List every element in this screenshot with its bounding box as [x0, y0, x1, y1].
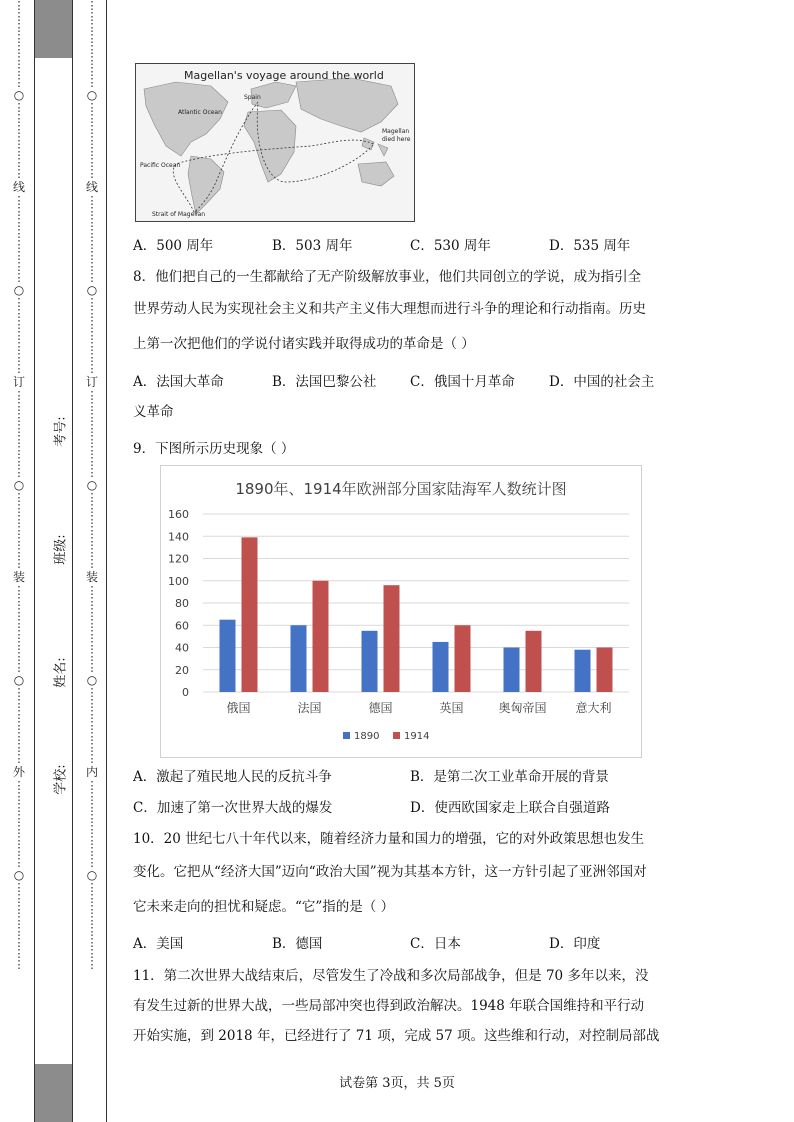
outer-binding-dots: ⋮ — [13, 0, 25, 12]
map-label-died-2: died here — [382, 136, 411, 143]
q8-option-d-wrap: 义革命 — [133, 404, 174, 420]
q7-option-a[interactable]: A．500 周年 — [133, 238, 214, 254]
chart-bar-1914-1 — [313, 581, 329, 692]
chart-x-tick-label: 英国 — [439, 701, 464, 715]
outer-binding-dots: ⋮ — [13, 708, 25, 721]
inner-binding-circle: ○ — [86, 673, 98, 687]
outer-binding-dots: ⋮ — [13, 584, 25, 597]
inner-binding-circle: ○ — [86, 88, 98, 102]
chart-bar-1914-0 — [242, 537, 258, 692]
outer-binding-dots: ⋮ — [13, 779, 25, 792]
outer-binding-mark-2: 装 — [12, 570, 25, 584]
map-label-atlantic: Atlantic Ocean — [178, 109, 222, 116]
inner-binding-dots: ⋮ — [86, 708, 98, 721]
inner-binding-mark-0: 线 — [85, 180, 98, 194]
outer-binding-dots: ⋮ — [13, 238, 25, 251]
inner-binding-mark-3: 内 — [85, 765, 98, 779]
outer-binding-dots: ⋮ — [13, 790, 25, 803]
chart-bar-1890-5 — [575, 650, 591, 692]
inner-binding-dots: ⋮ — [86, 271, 98, 284]
outer-binding-dots: ⋮ — [13, 112, 25, 125]
chart-x-tick-label: 法国 — [297, 701, 322, 715]
outer-binding-dots: ⋮ — [13, 156, 25, 169]
outer-binding-dots: ⋮ — [13, 340, 25, 353]
outer-binding-dots: ⋮ — [13, 123, 25, 136]
chart-y-tick-label: 40 — [175, 641, 189, 655]
map-label-died-1: Magellan — [382, 128, 410, 135]
outer-binding-dots: ⋮ — [13, 856, 25, 869]
chart-bar-1890-1 — [291, 625, 307, 692]
outer-binding-dots: ⋮ — [13, 76, 25, 89]
inner-binding-dots — [85, 0, 99, 1122]
inner-binding-dots: ⋮ — [86, 54, 98, 67]
q11-stem-line-3: 开始实施，到 2018 年，已经进行了 71 项，完成 57 项。这些维和行动，对控制局部战 — [133, 1028, 660, 1044]
magellan-map-figure — [135, 63, 415, 222]
q7-option-c[interactable]: C．530 周年 — [410, 238, 491, 254]
outer-binding-dots: ⋮ — [13, 823, 25, 836]
outer-binding-dots: ⋮ — [13, 351, 25, 364]
outer-binding-dots: ⋮ — [13, 101, 25, 114]
q8-stem-line-3: 上第一次把他们的学说付诸实践并取得成功的革命是（ ） — [133, 336, 475, 352]
inner-binding-dots: ⋮ — [86, 903, 98, 916]
page-footer: 试卷第 3页，共 5页 — [339, 1076, 455, 1091]
outer-binding-dots: ⋮ — [13, 296, 25, 309]
inner-binding-dots: ⋮ — [86, 535, 98, 548]
outer-binding-mark-1: 订 — [12, 375, 25, 389]
inner-binding-dots: ⋮ — [86, 617, 98, 630]
inner-binding-dots: ⋮ — [86, 238, 98, 251]
inner-binding-mark-2: 装 — [85, 570, 98, 584]
chart-bar-1914-4 — [526, 631, 542, 692]
outer-binding-dots: ⋮ — [13, 958, 25, 971]
outer-binding-dots: ⋮ — [13, 557, 25, 570]
inner-binding-circle: ○ — [86, 283, 98, 297]
chart-y-tick-label: 60 — [175, 619, 189, 633]
q10-stem-line-2: 变化。它把从“经济大国”迈向“政治大国”视为其基本方针，这一方针引起了亚洲邻国对 — [133, 864, 647, 880]
inner-binding-dots: ⋮ — [86, 958, 98, 971]
chart-bar-1890-3 — [433, 642, 449, 692]
inner-binding-dots: ⋮ — [86, 123, 98, 136]
school-label: 学校: — [53, 764, 69, 795]
outer-binding-dots: ⋮ — [13, 719, 25, 732]
q9-option-b[interactable]: B．是第二次工业革命开展的背景 — [410, 769, 609, 785]
outer-binding-dots: ⋮ — [13, 606, 25, 619]
map-label-strait: Strait of Magellan — [152, 211, 206, 218]
chart-legend-label-1914: 1914 — [404, 731, 430, 742]
inner-binding-dots: ⋮ — [86, 686, 98, 699]
inner-binding-dots: ⋮ — [86, 661, 98, 674]
outer-binding-dots: ⋮ — [13, 903, 25, 916]
inner-binding-dots: ⋮ — [86, 730, 98, 743]
inner-binding-dots: ⋮ — [86, 524, 98, 537]
chart-y-tick-label: 160 — [168, 508, 189, 521]
chart-y-tick-label: 100 — [168, 574, 189, 588]
outer-binding-dots: ⋮ — [13, 650, 25, 663]
inner-binding-dots: ⋮ — [86, 455, 98, 468]
outer-binding-dots: ⋮ — [13, 925, 25, 938]
inner-binding-dots: ⋮ — [86, 584, 98, 597]
inner-binding-dots: ⋮ — [86, 296, 98, 309]
chart-legend-label-1890: 1890 — [354, 731, 380, 742]
inner-binding-dots: ⋮ — [86, 400, 98, 413]
inner-binding-dots: ⋮ — [86, 834, 98, 847]
outer-binding-dots: ⋮ — [13, 661, 25, 674]
outer-binding-dots: ⋮ — [13, 433, 25, 446]
inner-binding-dots: ⋮ — [86, 741, 98, 754]
outer-binding-dots: ⋮ — [13, 10, 25, 23]
outer-binding-dots: ⋮ — [13, 411, 25, 424]
inner-binding-dots: ⋮ — [86, 21, 98, 34]
world-map-illustration — [136, 64, 414, 221]
outer-binding-dots: ⋮ — [13, 65, 25, 78]
outer-binding-dots: ⋮ — [13, 752, 25, 765]
outer-binding-dots: ⋮ — [13, 400, 25, 413]
outer-binding-dots: ⋮ — [13, 227, 25, 240]
outer-binding-dots: ⋮ — [13, 43, 25, 56]
q9-stem: 9．下图所示历史现象（ ） — [133, 441, 295, 457]
binding-line-right — [106, 0, 107, 1122]
chart-x-tick-label: 德国 — [368, 701, 393, 715]
inner-binding-dots: ⋮ — [86, 112, 98, 125]
inner-binding-dots: ⋮ — [86, 812, 98, 825]
class-label: 班级: — [53, 534, 69, 565]
inner-binding-dots: ⋮ — [86, 790, 98, 803]
inner-binding-dots: ⋮ — [86, 260, 98, 273]
chart-x-tick-label: 俄国 — [226, 701, 251, 715]
chart-y-tick-label: 80 — [175, 597, 189, 610]
chart-bar-1890-4 — [504, 648, 520, 693]
inner-binding-dots: ⋮ — [86, 801, 98, 814]
inner-binding-dots: ⋮ — [86, 134, 98, 147]
inner-binding-dots: ⋮ — [86, 697, 98, 710]
inner-binding-dots: ⋮ — [86, 914, 98, 927]
outer-binding-mark-0: 线 — [12, 180, 25, 194]
q8-option-c[interactable]: C．俄国十月革命 — [410, 374, 515, 390]
outer-binding-dots: ⋮ — [13, 491, 25, 504]
map-label-pacific: Pacific Ocean — [140, 162, 181, 169]
inner-binding-dots: ⋮ — [86, 329, 98, 342]
outer-binding-dots: ⋮ — [13, 595, 25, 608]
q10-stem-line-1: 10．20 世纪七八十年代以来，随着经济力量和国力的增强，它的对外政策思想也发生 — [133, 831, 645, 847]
inner-binding-dots: ⋮ — [86, 0, 98, 12]
outer-binding-dots: ⋮ — [13, 32, 25, 45]
inner-binding-dots: ⋮ — [86, 362, 98, 375]
inner-binding-dots: ⋮ — [86, 340, 98, 353]
inner-binding-dots: ⋮ — [86, 650, 98, 663]
outer-binding-circle: ○ — [13, 868, 25, 882]
chart-y-tick-label: 120 — [168, 552, 189, 566]
inner-binding-dots: ⋮ — [86, 856, 98, 869]
inner-binding-dots: ⋮ — [86, 628, 98, 641]
inner-binding-dots: ⋮ — [86, 389, 98, 402]
q8-stem-line-2: 世界劳动人民为实现社会主义和共产主义伟大理想而进行斗争的理论和行动指南。历史 — [133, 301, 646, 317]
outer-binding-dots: ⋮ — [13, 524, 25, 537]
chart-bar-1914-2 — [384, 585, 400, 692]
inner-binding-dots: ⋮ — [86, 156, 98, 169]
inner-binding-dots: ⋮ — [86, 10, 98, 23]
chart-bar-1890-2 — [362, 631, 378, 692]
inner-binding-dots: ⋮ — [86, 881, 98, 894]
chart-legend-swatch-1914 — [393, 732, 400, 739]
outer-binding-dots: ⋮ — [13, 260, 25, 273]
chart-x-tick-label: 奥匈帝国 — [498, 701, 547, 715]
outer-binding-dots: ⋮ — [13, 444, 25, 457]
q8-option-d[interactable]: D．中国的社会主 — [549, 374, 655, 390]
outer-binding-dots: ⋮ — [13, 892, 25, 905]
inner-binding-dots: ⋮ — [86, 249, 98, 262]
outer-binding-dots: ⋮ — [13, 936, 25, 949]
outer-binding-dots: ⋮ — [13, 167, 25, 180]
outer-binding-dots: ⋮ — [13, 216, 25, 229]
q9-option-c[interactable]: C．加速了第一次世界大战的爆发 — [133, 800, 333, 816]
inner-binding-dots: ⋮ — [86, 845, 98, 858]
inner-binding-dots: ⋮ — [86, 216, 98, 229]
chart-y-tick-label: 140 — [168, 530, 189, 544]
outer-binding-dots: ⋮ — [13, 947, 25, 960]
outer-binding-dots: ⋮ — [13, 329, 25, 342]
outer-binding-circle: ○ — [13, 673, 25, 687]
chart-bar-1914-3 — [455, 625, 471, 692]
q10-option-b[interactable]: B．德国 — [272, 936, 323, 952]
outer-binding-dots — [12, 0, 26, 1122]
army-navy-bar-chart — [160, 465, 642, 758]
outer-binding-dots: ⋮ — [13, 697, 25, 710]
binding-top-gray-block — [34, 0, 72, 58]
chart-y-tick-label: 20 — [175, 663, 189, 677]
inner-binding-dots: ⋮ — [86, 411, 98, 424]
outer-binding-dots: ⋮ — [13, 466, 25, 479]
inner-binding-dots: ⋮ — [86, 466, 98, 479]
outer-binding-dots: ⋮ — [13, 546, 25, 559]
inner-binding-dots: ⋮ — [86, 595, 98, 608]
q8-option-b[interactable]: B．法国巴黎公社 — [272, 374, 377, 390]
inner-binding-dots: ⋮ — [86, 422, 98, 435]
outer-binding-dots: ⋮ — [13, 145, 25, 158]
outer-binding-dots: ⋮ — [13, 535, 25, 548]
outer-binding-dots: ⋮ — [13, 422, 25, 435]
outer-binding-dots: ⋮ — [13, 812, 25, 825]
q10-option-c[interactable]: C．日本 — [410, 936, 461, 952]
inner-binding-mark-1: 订 — [85, 375, 98, 389]
inner-binding-dots: ⋮ — [86, 719, 98, 732]
inner-binding-dots: ⋮ — [86, 513, 98, 526]
outer-binding-dots: ⋮ — [13, 834, 25, 847]
inner-binding-dots: ⋮ — [86, 947, 98, 960]
inner-binding-dots: ⋮ — [86, 76, 98, 89]
inner-binding-dots: ⋮ — [86, 205, 98, 218]
inner-binding-dots: ⋮ — [86, 351, 98, 364]
inner-binding-dots: ⋮ — [86, 101, 98, 114]
q8-stem-line-1: 8．他们把自己的一生都献给了无产阶级解放事业，他们共同创立的学说，成为指引全 — [133, 269, 642, 285]
inner-binding-dots: ⋮ — [86, 779, 98, 792]
inner-binding-dots: ⋮ — [86, 502, 98, 515]
inner-binding-dots: ⋮ — [86, 167, 98, 180]
outer-binding-dots: ⋮ — [13, 249, 25, 262]
inner-binding-circle: ○ — [86, 868, 98, 882]
outer-binding-dots: ⋮ — [13, 628, 25, 641]
outer-binding-dots: ⋮ — [13, 801, 25, 814]
inner-binding-dots: ⋮ — [86, 606, 98, 619]
inner-binding-dots: ⋮ — [86, 823, 98, 836]
q9-option-a[interactable]: A．激起了殖民地人民的反抗斗争 — [133, 769, 332, 785]
outer-binding-dots: ⋮ — [13, 845, 25, 858]
inner-binding-dots: ⋮ — [86, 32, 98, 45]
inner-binding-dots: ⋮ — [86, 557, 98, 570]
inner-binding-dots: ⋮ — [86, 491, 98, 504]
outer-binding-dots: ⋮ — [13, 271, 25, 284]
outer-binding-dots: ⋮ — [13, 455, 25, 468]
name-label: 姓名: — [53, 657, 69, 688]
outer-binding-dots: ⋮ — [13, 54, 25, 67]
outer-binding-dots: ⋮ — [13, 881, 25, 894]
outer-binding-dots: ⋮ — [13, 914, 25, 927]
q11-stem-line-2: 有发生过新的世界大战，一些局部冲突也得到政治解决。1948 年联合国维持和平行动 — [133, 998, 645, 1014]
map-title: Magellan's voyage around the world — [184, 69, 384, 82]
q10-option-a[interactable]: A．美国 — [133, 936, 184, 952]
inner-binding-dots: ⋮ — [86, 307, 98, 320]
inner-binding-dots: ⋮ — [86, 65, 98, 78]
inner-binding-dots: ⋮ — [86, 145, 98, 158]
q10-option-d[interactable]: D．印度 — [549, 936, 601, 952]
q10-stem-line-3: 它未来走向的担忧和疑虑。“它”指的是（ ） — [133, 899, 395, 915]
outer-binding-mark-3: 外 — [12, 765, 25, 779]
map-label-spain: Spain — [244, 94, 261, 101]
inner-binding-dots: ⋮ — [86, 318, 98, 331]
q7-option-d[interactable]: D．535 周年 — [549, 238, 631, 254]
outer-binding-dots: ⋮ — [13, 617, 25, 630]
inner-binding-dots: ⋮ — [86, 433, 98, 446]
inner-binding-dots: ⋮ — [86, 936, 98, 949]
inner-binding-dots: ⋮ — [86, 227, 98, 240]
binding-line-left — [34, 0, 35, 1122]
inner-binding-dots: ⋮ — [86, 444, 98, 457]
outer-binding-dots: ⋮ — [13, 513, 25, 526]
outer-binding-dots: ⋮ — [13, 134, 25, 147]
outer-binding-dots: ⋮ — [13, 21, 25, 34]
binding-line-mid — [72, 0, 73, 1122]
outer-binding-dots: ⋮ — [13, 307, 25, 320]
chart-y-tick-label: 0 — [182, 686, 189, 699]
outer-binding-dots: ⋮ — [13, 389, 25, 402]
chart-legend-swatch-1890 — [343, 732, 350, 739]
inner-binding-dots: ⋮ — [86, 43, 98, 56]
chart-bar-1890-0 — [220, 620, 236, 692]
q11-stem-line-1: 11．第二次世界大战结束后，尽管发生了冷战和多次局部战争，但是 70 多年以来，没 — [133, 968, 649, 984]
outer-binding-circle: ○ — [13, 283, 25, 297]
chart-bar-1914-5 — [597, 648, 613, 693]
chart-x-tick-label: 意大利 — [575, 701, 612, 715]
q8-option-a[interactable]: A．法国大革命 — [133, 374, 224, 390]
q7-option-b[interactable]: B．503 周年 — [272, 238, 353, 254]
outer-binding-dots: ⋮ — [13, 194, 25, 207]
outer-binding-dots: ⋮ — [13, 741, 25, 754]
outer-binding-dots: ⋮ — [13, 318, 25, 331]
inner-binding-dots: ⋮ — [86, 546, 98, 559]
outer-binding-dots: ⋮ — [13, 730, 25, 743]
outer-binding-circle: ○ — [13, 478, 25, 492]
inner-binding-dots: ⋮ — [86, 639, 98, 652]
chart-title: 1890年、1914年欧洲部分国家陆海军人数统计图 — [235, 480, 567, 498]
outer-binding-dots: ⋮ — [13, 362, 25, 375]
exam-no-label: 考号: — [53, 416, 69, 447]
outer-binding-dots: ⋮ — [13, 686, 25, 699]
inner-binding-circle: ○ — [86, 478, 98, 492]
outer-binding-dots: ⋮ — [13, 639, 25, 652]
chart-canvas — [161, 466, 641, 757]
outer-binding-dots: ⋮ — [13, 205, 25, 218]
outer-binding-dots: ⋮ — [13, 502, 25, 515]
inner-binding-dots: ⋮ — [86, 892, 98, 905]
inner-binding-dots: ⋮ — [86, 194, 98, 207]
inner-binding-dots: ⋮ — [86, 925, 98, 938]
q9-option-d[interactable]: D．使西欧国家走上联合自强道路 — [410, 800, 610, 816]
outer-binding-circle: ○ — [13, 88, 25, 102]
inner-binding-dots: ⋮ — [86, 752, 98, 765]
